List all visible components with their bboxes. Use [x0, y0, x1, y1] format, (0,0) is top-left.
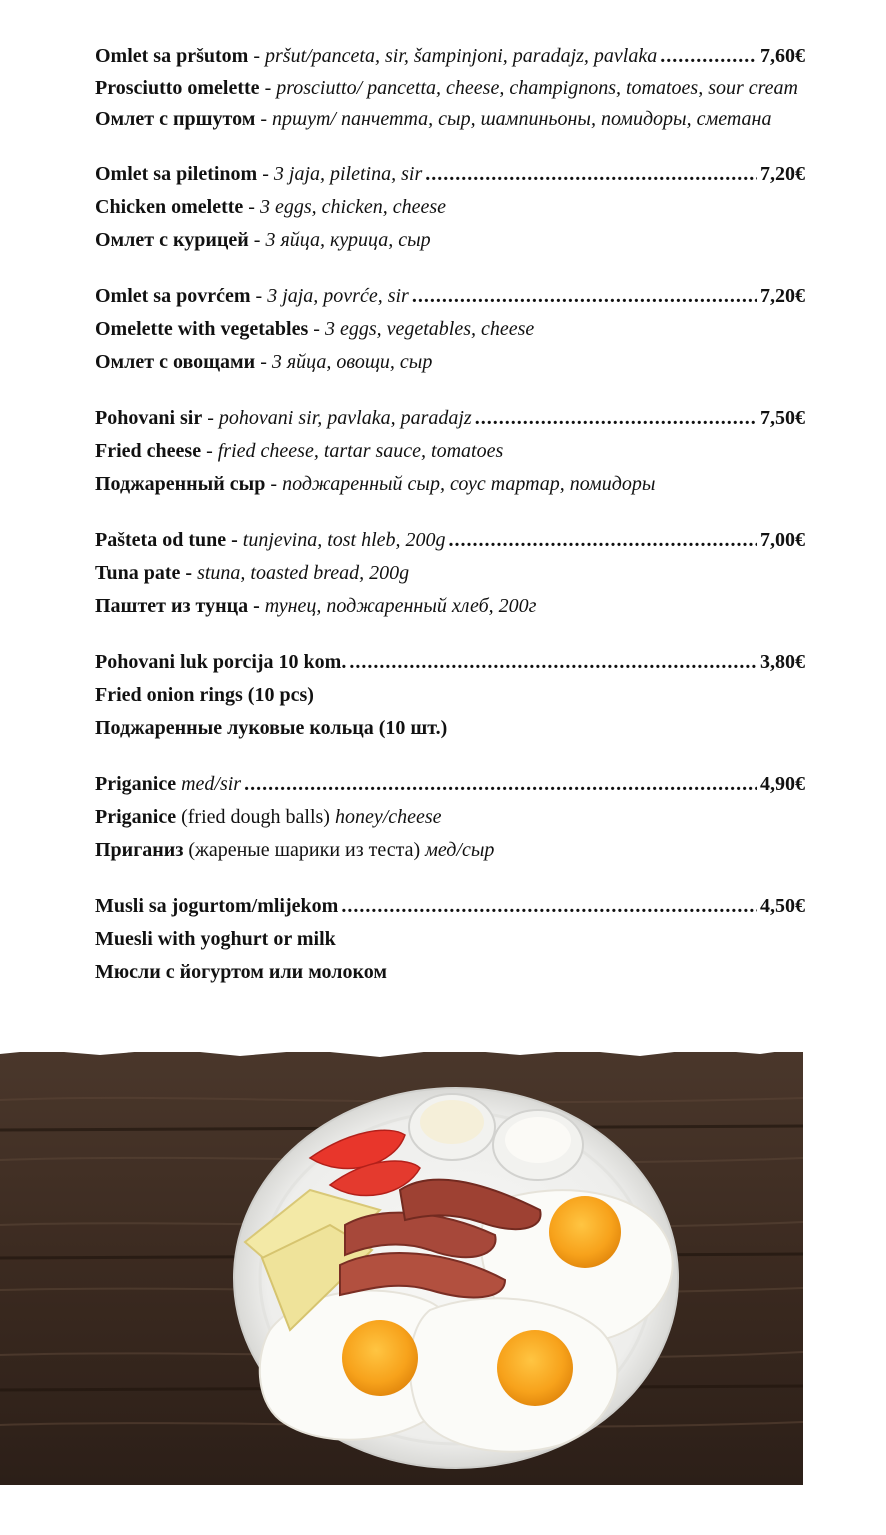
item-line-english — [95, 73, 805, 104]
item-line-russian — [95, 712, 805, 745]
menu-item-prosciutto-omelette — [95, 40, 805, 135]
item-description: stuna, toasted bread, 200g — [197, 562, 410, 584]
item-name: Omlet sa povrćem — [95, 285, 251, 307]
item-name: Мюсли с йогуртом или молоком — [95, 961, 388, 983]
separator: - — [248, 229, 266, 251]
dot-leader — [425, 158, 757, 191]
separator: - — [257, 163, 274, 185]
menu-item-chicken-omelette — [95, 158, 805, 257]
separator: - — [202, 407, 219, 429]
dot-leader — [244, 768, 757, 801]
item-description: тунец, поджаренный хлеб, 200г — [264, 595, 537, 617]
menu-item-muesli — [95, 890, 805, 989]
dot-leader — [341, 890, 757, 923]
item-line-local — [95, 280, 805, 313]
item-price: 3,80€ — [760, 651, 805, 673]
item-name: Pohovani sir — [95, 407, 203, 429]
item-line-local — [95, 158, 805, 191]
item-name: Musli sa jogurtom/mlijekom — [95, 895, 339, 917]
item-description: 3 яйца, овощи, сыр — [271, 351, 433, 373]
item-price: 4,90€ — [760, 773, 805, 795]
item-name: Pohovani luk porcija 10 kom. — [95, 651, 347, 673]
item-line-local — [95, 646, 805, 679]
menu-item-vegetable-omelette — [95, 280, 805, 379]
item-line-english — [95, 191, 805, 224]
item-line-russian — [95, 590, 805, 623]
item-name: Prosciutto omelette — [95, 77, 260, 99]
item-name: Паштет из тунца - — [95, 595, 260, 617]
item-name: Pašteta od tune - — [95, 529, 238, 551]
menu-item-onion-rings — [95, 646, 805, 745]
item-line-local — [95, 890, 805, 923]
item-name: Fried cheese — [95, 440, 202, 462]
item-description: поджаренный сыр, соус тартар, помидоры — [282, 473, 656, 495]
item-line-local — [95, 768, 805, 801]
item-description: 3 яйца, курица, сыр — [265, 229, 431, 251]
item-description: fried cheese, tartar sauce, tomatoes — [217, 440, 504, 462]
item-name: Приганиз — [95, 839, 184, 861]
item-line-russian — [95, 834, 805, 867]
item-name: Поджаренный сыр — [95, 473, 266, 495]
separator: - — [255, 108, 272, 130]
item-price: 7,20€ — [760, 163, 805, 185]
item-line-english — [95, 313, 805, 346]
item-name: Омлет с курицей — [95, 229, 249, 251]
item-description: prosciutto/ pancetta, cheese, champignons, tomatoes, sour cream — [276, 77, 799, 99]
item-line-english — [95, 435, 805, 468]
item-description: honey/cheese — [334, 806, 442, 828]
item-description: пршут/ панчетта, сыр, шампиньоны, помидоры, сметана — [271, 108, 772, 130]
separator: - — [250, 285, 268, 307]
separator: - — [201, 440, 218, 462]
item-note: (жареные шарики из теста) — [188, 839, 421, 861]
item-price: 7,50€ — [760, 407, 805, 429]
item-line-russian — [95, 346, 805, 379]
dot-leader — [412, 280, 757, 313]
separator: - — [265, 473, 283, 495]
item-description: pohovani sir, pavlaka, paradajz — [218, 407, 472, 429]
separator: - — [259, 77, 277, 99]
item-description: med/sir — [181, 773, 242, 795]
item-price: 7,60€ — [760, 45, 805, 67]
item-name: Omlet sa pršutom — [95, 45, 249, 67]
item-line-local — [95, 524, 805, 557]
item-price: 7,00€ — [760, 529, 805, 551]
item-name: Omelette with vegetables — [95, 318, 309, 340]
separator: - — [255, 351, 272, 373]
item-price: 7,20€ — [760, 285, 805, 307]
item-line-russian — [95, 468, 805, 501]
item-line-english — [95, 923, 805, 956]
item-name: Поджаренные луковые кольца (10 шт.) — [95, 717, 448, 739]
dot-leader — [660, 40, 757, 73]
separator: - — [308, 318, 325, 340]
item-name: Chicken omelette — [95, 196, 244, 218]
item-line-english — [95, 679, 805, 712]
separator: - — [243, 196, 260, 218]
dot-leader — [449, 524, 757, 557]
menu-list — [95, 40, 805, 1012]
item-description: tunjevina, tost hleb, 200g — [242, 529, 446, 551]
item-line-russian — [95, 224, 805, 257]
item-line-english — [95, 801, 805, 834]
item-line-english — [95, 557, 805, 590]
menu-item-priganice — [95, 768, 805, 867]
item-name: Priganice — [95, 773, 177, 795]
item-description: 3 eggs, vegetables, cheese — [324, 318, 535, 340]
item-price: 4,50€ — [760, 895, 805, 917]
item-name: Омлет с пршутом — [95, 108, 256, 130]
item-name: Omlet sa piletinom — [95, 163, 258, 185]
menu-item-tuna-pate — [95, 524, 805, 623]
item-description: 3 jaja, piletina, sir — [273, 163, 423, 185]
item-line-local — [95, 40, 805, 73]
item-line-russian — [95, 104, 805, 135]
menu-item-fried-cheese — [95, 402, 805, 501]
item-name: Tuna pate - — [95, 562, 193, 584]
breakfast-plate-photo — [0, 1040, 803, 1485]
item-description: 3 jaja, povrće, sir — [267, 285, 409, 307]
separator: - — [248, 45, 265, 67]
item-name: Muesli with yoghurt or milk — [95, 928, 336, 950]
item-description: 3 eggs, chicken, cheese — [259, 196, 446, 218]
item-name: Priganice — [95, 806, 177, 828]
item-description: мед/сыр — [425, 839, 495, 861]
item-name: Fried onion rings (10 pcs) — [95, 684, 314, 706]
item-line-local — [95, 402, 805, 435]
item-name: Омлет с овощами — [95, 351, 256, 373]
item-description: pršut/panceta, sir, šampinjoni, paradajz, pavlaka — [265, 45, 658, 67]
dot-leader — [475, 402, 757, 435]
item-note: (fried dough balls) — [181, 806, 330, 828]
dot-leader — [349, 646, 757, 679]
item-line-russian — [95, 956, 805, 989]
